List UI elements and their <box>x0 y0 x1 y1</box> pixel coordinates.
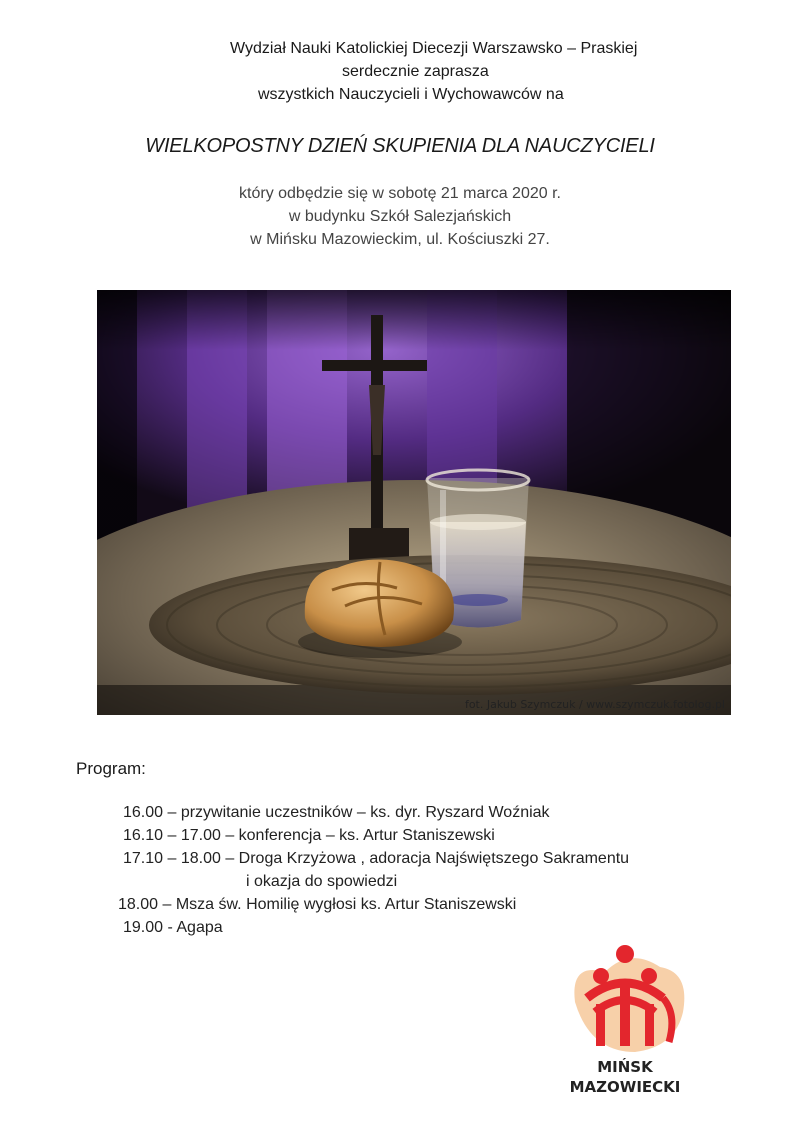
header-line-1: Wydział Nauki Katolickiej Diecezji Warszawsko – Praskiej <box>230 40 638 57</box>
event-address-line: w Mińsku Mazowieckim, ul. Kościuszki 27. <box>250 231 550 248</box>
minsk-mazowiecki-logo <box>565 942 695 1102</box>
lent-photo <box>97 290 731 715</box>
logo-text-line-2: MAZOWIECKI <box>569 1078 681 1096</box>
program-item: 17.10 – 18.00 – Droga Krzyżowa , adoracja Najświętszego Sakramentu <box>123 850 630 867</box>
event-title: WIELKOPOSTNY DZIEŃ SKUPIENIA DLA NAUCZYCIELI <box>145 135 655 157</box>
program-item: 18.00 – Msza św. Homilię wygłosi ks. Artur Staniszewski <box>118 896 517 913</box>
photo-illustration <box>97 290 731 715</box>
photo-credit: fot. Jakub Szymczuk / www.szymczuk.fotolog.pl <box>464 698 725 711</box>
program-heading: Program: <box>76 759 146 778</box>
program-item: 19.00 - Agapa <box>123 919 223 936</box>
event-venue-line: w budynku Szkół Salezjańskich <box>288 208 512 225</box>
logo-text-line-1: MIŃSK <box>597 1058 653 1076</box>
program-item: 16.00 – przywitanie uczestników – ks. dyr. Ryszard Woźniak <box>123 804 550 821</box>
program-item-continuation: i okazja do spowiedzi <box>246 873 398 890</box>
program-item: 16.10 – 17.00 – konferencja – ks. Artur Staniszewski <box>123 827 495 844</box>
logo-emblem-icon <box>565 942 695 1102</box>
header-line-3: wszystkich Nauczycieli i Wychowawców na <box>258 86 564 103</box>
header-line-2: serdecznie zaprasza <box>342 63 489 80</box>
event-date-line: który odbędzie się w sobotę 21 marca 2020 r. <box>239 185 561 202</box>
